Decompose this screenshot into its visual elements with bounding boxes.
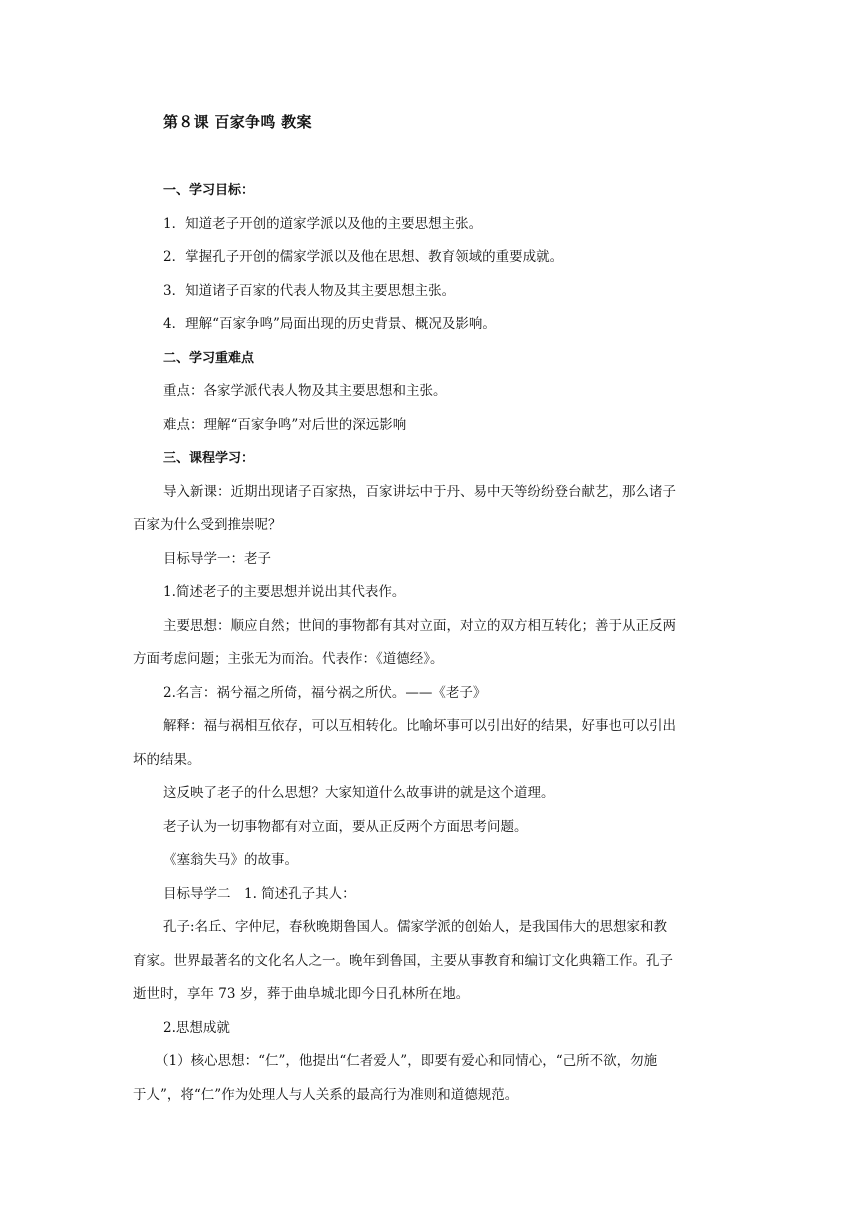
- goal-item-1: 1．知道老子开创的道家学派以及他的主要思想主张。: [163, 215, 483, 232]
- key-point: 重点：各家学派代表人物及其主要思想和主张。: [163, 383, 447, 399]
- document-body: [133, 108, 736, 1112]
- core-thought-line-1: （1）核心思想：“仁”，他提出“仁者爱人”，即要有爱心和同情心，“己所不欲，勿施: [155, 1053, 658, 1069]
- title-spacer: [133, 136, 736, 174]
- confucius-line-1: 孔子:名丘、字仲尼，春秋晚期鲁国人。儒家学派的创始人，是我国伟大的思想家和教: [163, 919, 668, 935]
- laozi-thought-line-1: 主要思想：顺应自然；世间的事物都有其对立面，对立的双方相互转化；善于从正反两: [163, 617, 676, 634]
- intro-line-2: 百家为什么受到推崇呢？: [133, 517, 282, 533]
- difficult-point: 难点：理解“百家争鸣”对后世的深远影响: [163, 416, 407, 433]
- quote-two: 2.名言：祸兮福之所倚，福兮祸之所伏。——《老子》: [163, 684, 487, 701]
- goal-item-4: 4．理解“百家争鸣”局面出现的历史背景、概况及影响。: [163, 316, 496, 332]
- core-thought-line-2: 于人”，将“仁”作为处理人与人关系的最高行为准则和道德规范。: [133, 1086, 519, 1103]
- achievements-heading: 2.思想成就: [163, 1019, 230, 1036]
- page-title: 第８课 百家争鸣 教案: [163, 113, 312, 131]
- question-one: 1.简述老子的主要思想并说出其代表作。: [163, 584, 406, 600]
- target-one: 目标导学一：老子: [163, 550, 271, 567]
- explanation-line-1: 解释：福与祸相互依存，可以互相转化。比喻坏事可以引出好的结果，好事也可以引出: [163, 718, 676, 734]
- explanation-line-2: 坏的结果。: [133, 751, 201, 768]
- reflection-question: 这反映了老子的什么思想？大家知道什么故事讲的就是这个道理。: [163, 785, 555, 801]
- target-two: 目标导学二 1. 简述孔子其人：: [163, 885, 356, 902]
- course-heading: 三、课程学习：: [163, 451, 255, 466]
- goal-item-2: 2．掌握孔子开创的儒家学派以及他在思想、教育领域的重要成就。: [163, 249, 564, 265]
- confucius-line-2: 育家。世界最著名的文化名人之一。晚年到鲁国，主要从事教育和编订文化典籍工作。孔子: [133, 952, 673, 969]
- confucius-line-3: 逝世时，享年 73 岁，葬于曲阜城北即今日孔林所在地。: [133, 986, 470, 1002]
- intro-line-1: 导入新课：近期出现诸子百家热，百家讲坛中于丹、易中天等纷纷登台献艺，那么诸子: [163, 483, 676, 500]
- laozi-view: 老子认为一切事物都有对立面，要从正反两个方面思考问题。: [163, 818, 528, 835]
- key-points-heading: 二、学习重难点: [163, 350, 255, 366]
- story-reference: 《塞翁失马》的故事。: [163, 852, 298, 868]
- goals-heading: 一、学习目标：: [163, 183, 255, 198]
- goal-item-3: 3．知道诸子百家的代表人物及其主要思想主张。: [163, 282, 456, 299]
- laozi-thought-line-2: 方面考虑问题；主张无为而治。代表作：《道德经》。: [133, 651, 444, 667]
